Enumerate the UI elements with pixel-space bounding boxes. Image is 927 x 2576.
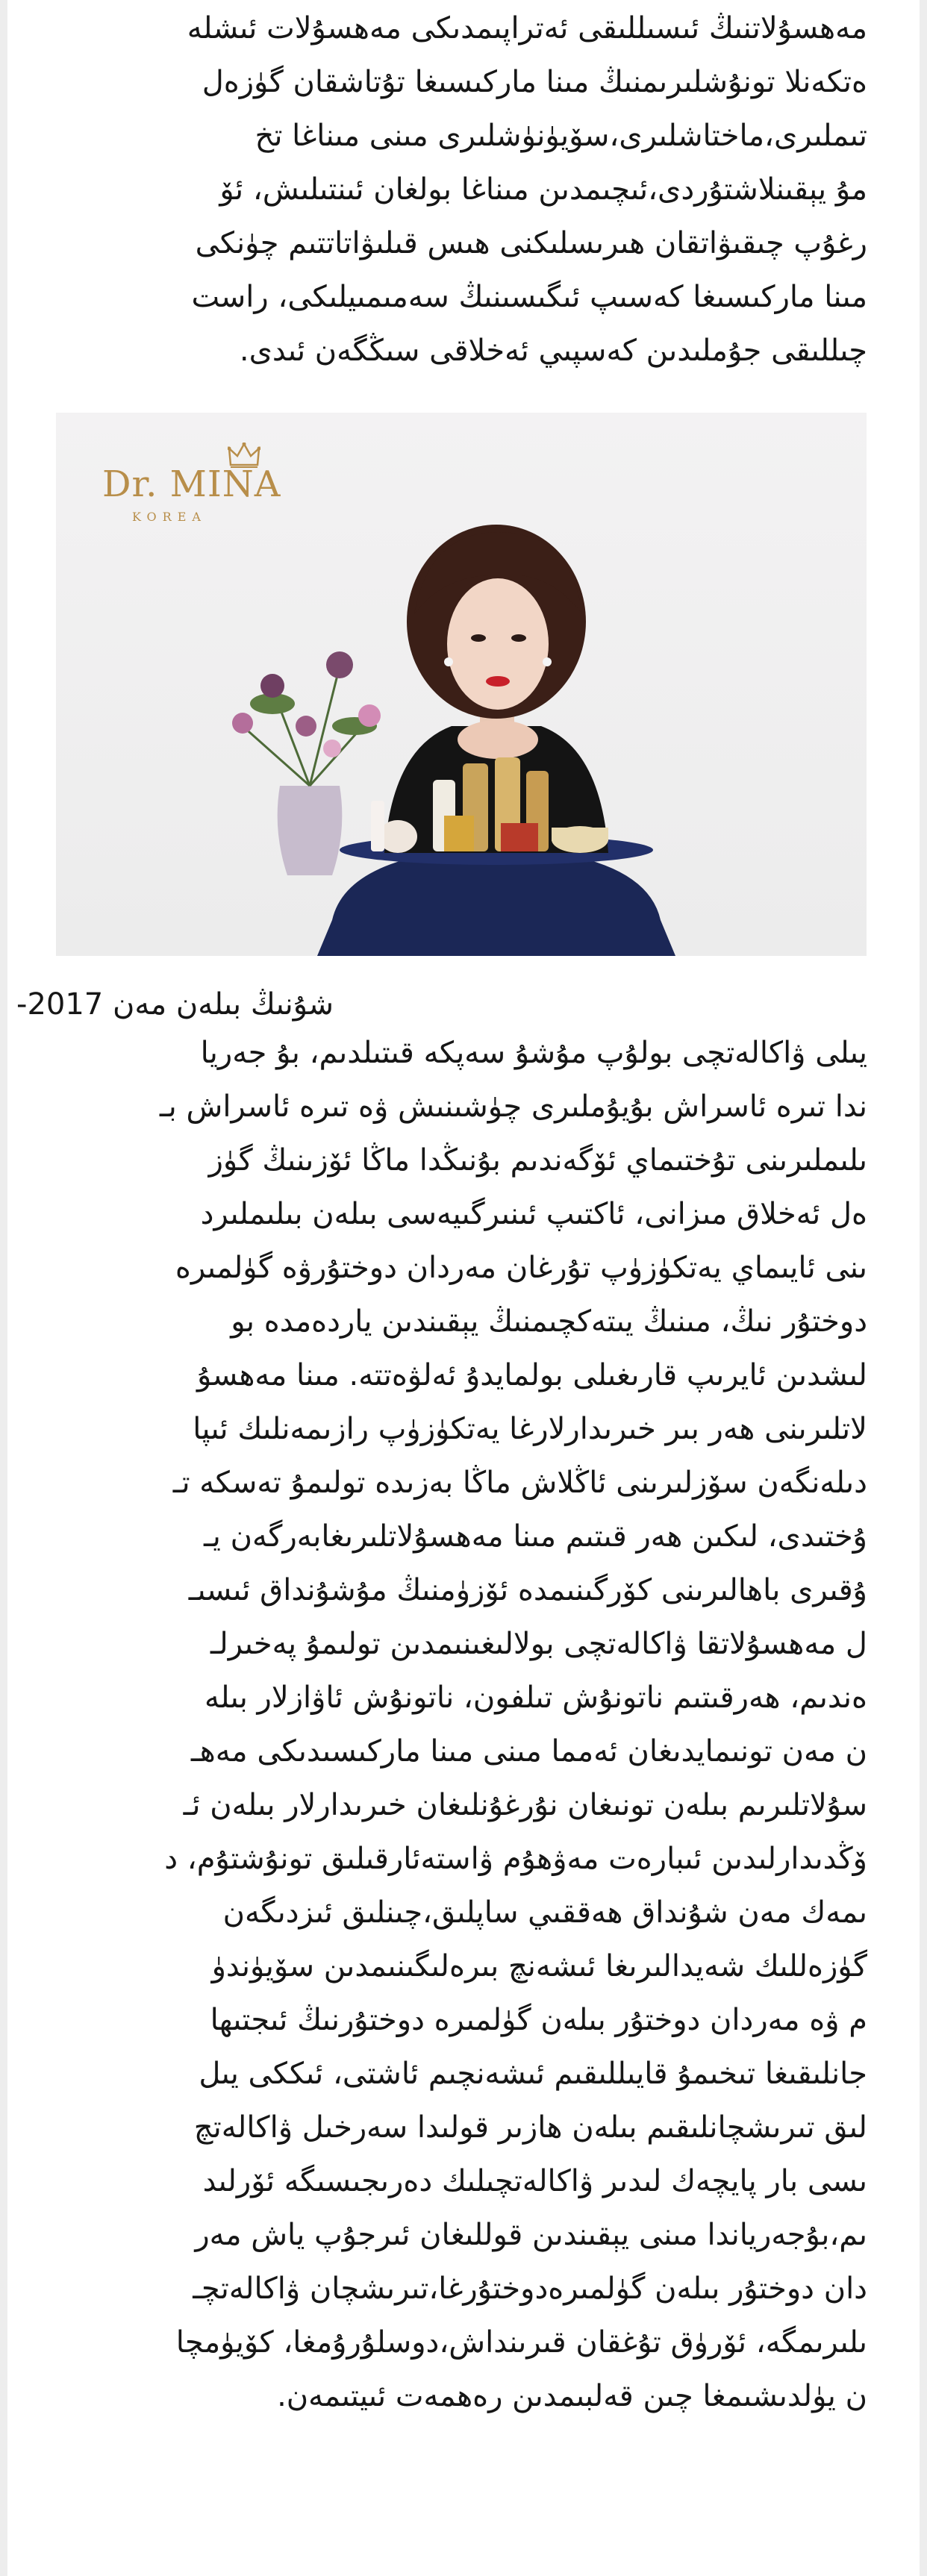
brand-logo: [102, 443, 296, 532]
logo-subtext: KOREA: [132, 510, 207, 524]
text-line: گۈزەللىك شەيدالىرىغا ئىشەنچ بىرەلىگىنىمدىن سۆيۈندۈ: [211, 1949, 867, 1983]
text-line: ىمەك مەن شۇنداق ھەققىي ساپلىق،چىنلىق ئىزدىگەن: [222, 1895, 867, 1930]
logo-text: Dr. MINA: [102, 463, 281, 505]
text-line: ەندىم، ھەرقىتىم ناتونۇش تىلفون، ناتونۇش ئاۋازلار بىلە: [204, 1681, 867, 1715]
text-line: لاتلىرىنى ھەر بىر خىرىدارلارغا يەتكۈزۈپ رازىمەنلىك ئىپا: [193, 1412, 867, 1446]
text-line: ەتكەنلا تونۇشلىرىمنىڭ مىنا ماركىسىغا تۇتاشقان گۈزەل: [202, 65, 867, 99]
text-line: ل مەھسۇلاتقا ۋاكالەتچى بولالىغىنىمدىن تولىمۇ پەخىرلـ: [210, 1627, 867, 1661]
text-line: ۆڭدىدارلىدىن ئىبارەت مەۋھۇم ۋاستەئارقىلىق تونۇشتۇم، د: [164, 1842, 867, 1876]
portrait-photo: [56, 413, 867, 956]
text-line: ىم،بۇجەرياندا مىنى يېقىندىن قوللىغان ئىرجۇپ ياش مەر: [195, 2218, 867, 2252]
text-line: مەھسۇلاتنىڭ ئىسىللىقى ئەتراپىمدىكى مەھسۇلات ئىشلە: [187, 11, 867, 46]
text-line: لىق تىرىشچانلىقىم بىلەن ھازىر قولىدا سەرخىل ۋاكالەتچ: [193, 2110, 867, 2145]
text-line: لىشدىن ئايرىپ قارىغىلى بولمايدۇ ئەلۋەتتە. مىنا مەھسۇ: [196, 1358, 867, 1392]
text-line: ىسى بار پايچەك لىدىر ۋاكالەتچىلىك دەرىجىسىگە ئۆرلىد: [202, 2164, 867, 2198]
text-line: ەل ئەخلاق مىزانى، ئاكتىپ ئىنىرگىيەسى بىلەن بىلىملىرد: [200, 1197, 867, 1231]
text-line: ۇختىدى، لىكىن ھەر قىتىم مىنا مەھسۇلاتلىرىغابەرگەن يـ: [204, 1519, 867, 1554]
text-line: سۇلاتلىرىم بىلەن تونىغان نۇرغۇنلىغان خىرىدارلار بىلەن ئـ: [183, 1788, 867, 1822]
text-line: دوختۇر نىڭ، مىنىڭ يىتەكچىمنىڭ يېقىندىن ياردەمدە بو: [231, 1304, 867, 1339]
text-line: ندا تىرە ئاسراش بۇيۇملىرى چۈشىنىش ۋە تىرە ئاسراش بـ: [159, 1090, 867, 1124]
text-line: ىلىرىمگە، ئۆرۈق تۇغقان قىرىنداش،دوسلۇرۇمغا، كۆيۈمچا: [175, 2325, 867, 2360]
product-box: [444, 816, 474, 851]
flower-vase-illustration: [228, 637, 392, 883]
right-margin-rule: [920, 0, 927, 2576]
text-line: ۇقىرى باھالىرىنى كۆرگىنىمدە ئۆزۈمنىڭ مۇشۇنداق ئىسىـ: [188, 1573, 867, 1607]
text-line: ىلىملىرىنى تۇختىماي ئۆگەندىم بۇنىڭدا ماڭا ئۆزىنىڭ گۈز: [208, 1143, 867, 1178]
text-line: دىلەنگەن سۆزلىرىنى ئاڭلاش ماڭا بەزىدە تولىمۇ تەسكە تـ: [172, 1466, 867, 1500]
text-line: ن يۈلدىشىمغا چىن قەلبىمدىن رەھمەت ئىيتىمەن.: [277, 2379, 867, 2413]
text-line: مىنا ماركىسىغا كەسىپ ئىگىسىنىڭ سەمىمىيلىكى، راست: [191, 280, 867, 314]
text-line: رغۇپ چىقىۋاتقان ھىرىسلىكنى ھىس قىلىۋاتاتتىم چۈنكى: [195, 226, 867, 260]
text-line: دان دوختۇر بىلەن گۈلمىرەدوختۇرغا،تىرىشچان ۋاكالەتچـ: [193, 2272, 867, 2306]
text-line: چىللىقى جۇملىدىن كەسپىي ئەخلاقى سىڭگەن ئىدى.: [239, 334, 867, 368]
text-line: ىنى ئايىماي يەتكۈزۈپ تۇرغان مەردان دوختۇرۋە گۈلمىرە: [175, 1251, 867, 1285]
intro-paragraph: [16, 1, 867, 378]
text-line: ن مەن تونىمايدىغان ئەمما مىنى مىنا ماركىسىدىكى مەھـ: [190, 1734, 867, 1769]
date-heading: شۇنىڭ بىلەن مەن 2017-: [16, 987, 334, 1022]
face: [447, 578, 549, 710]
text-line: جانلىقىغا تىخىمۇ قايىللىقىم ئىشەنچىم ئاشتى، ئىككى يىل: [199, 2057, 867, 2091]
text-line: يىلى ۋاكالەتچى بولۇپ مۇشۇ سەپكە قىتىلدىم، بۇ جەريا: [200, 1036, 867, 1070]
text-line: تىملىرى،ماختاشلىرى،سۆيۈنۈشلىرى مىنى مىناغا تخ: [255, 119, 867, 153]
left-margin-rule: [0, 0, 7, 2576]
text-line: مۇ يېقىنلاشتۇردى،ئىچىمدىن مىناغا بولغان ئىنتىلىش، ئۆ: [219, 172, 867, 207]
body-paragraph: [16, 1026, 867, 2423]
product-box: [501, 823, 538, 851]
text-line: م ۋە مەردان دوختۇر بىلەن گۈلمىرە دوختۇرنىڭ ئىجتىھا: [210, 2003, 867, 2037]
